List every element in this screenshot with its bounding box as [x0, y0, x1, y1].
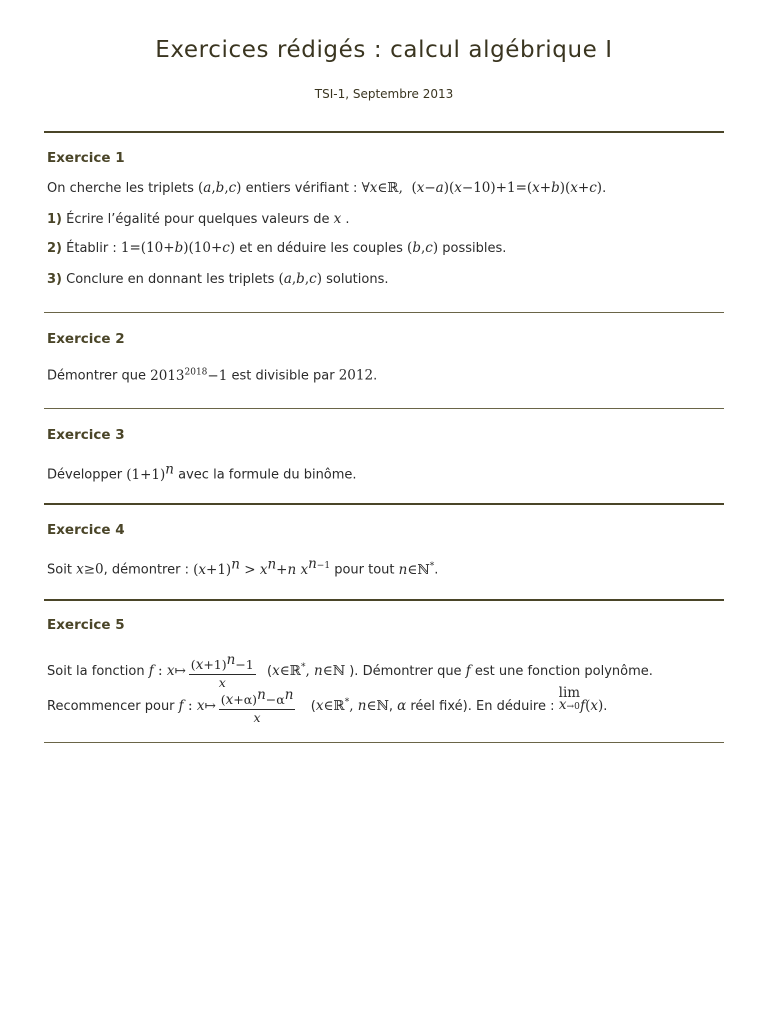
divider	[44, 131, 724, 133]
exercise-4-heading: Exercice 4	[47, 522, 125, 538]
divider	[44, 599, 724, 601]
exercise-2-heading: Exercice 2	[47, 331, 125, 347]
exercise-5-line-1: Soit la fonction f : x↦ $\frac{(x+1)^n-1}{x}$ (x∈ℝ*, n∈ℕ ). Démontrer que f est une fonction polynôme.	[47, 652, 653, 691]
exercise-1-question-2: 2) Établir : 1=(10+b)(10+c) et en déduire les couples (b,c) possibles.	[47, 240, 507, 256]
exercise-1-question-3: 3) Conclure en donnant les triplets (a,b,c) solutions.	[47, 271, 389, 287]
exercise-1-intro: On cherche les triplets (a,b,c) entiers vérifiant : ∀x∈ℝ, (x−a)(x−10)+1=(x+b)(x+c).	[47, 180, 607, 196]
divider	[44, 408, 724, 409]
exercise-1-heading: Exercice 1	[47, 150, 125, 166]
exercise-2-statement: Démontrer que $2013^{2018}-1$ est divisible par 2012.	[47, 367, 378, 384]
exercise-5-line-2: Recommencer pour f : x↦ $\frac{(x+\alpha)^n-\alpha^n}{x}$ (x∈ℝ*, n∈ℕ, α réel fixé). En déduire : lim x→0 f(x).	[47, 685, 608, 726]
page-subtitle: TSI-1, Septembre 2013	[314, 87, 454, 101]
exercise-1-question-1: 1) Écrire l’égalité pour quelques valeurs de x .	[47, 211, 350, 227]
divider	[44, 503, 724, 505]
exercise-5-heading: Exercice 5	[47, 617, 125, 633]
divider	[44, 742, 724, 743]
page-title: Exercices rédigés : calcul algébrique I	[155, 37, 613, 63]
exercise-4-statement: Soit x≥0, démontrer : $(x+1)^n > x^n+n$ $x^{n-1}$ pour tout n∈ℕ*.	[47, 556, 439, 578]
exercise-3-heading: Exercice 3	[47, 427, 125, 443]
divider	[44, 312, 724, 313]
exercise-3-statement: Développer $(1+1)^n$ avec la formule du binôme.	[47, 461, 357, 483]
